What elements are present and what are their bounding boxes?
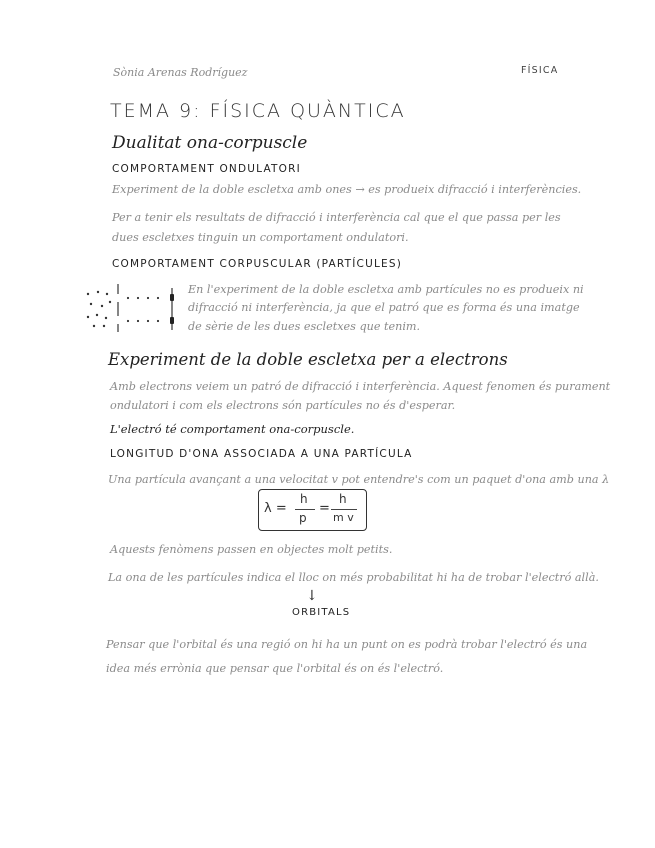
formula-mv-denominator: m v <box>333 511 354 524</box>
subheading-wave-behaviour: COMPORTAMENT ONDULATORI <box>112 163 301 175</box>
text-line: idea més errònia que pensar que l'orbital és on és l'electró. <box>106 662 444 675</box>
text-line: Experiment de la doble escletxa amb ones → es produeix difracció i interferències. <box>112 183 582 196</box>
text-line: En l'experiment de la doble escletxa amb partícules no es produeix ni <box>188 283 584 296</box>
text-line: Aquests fenòmens passen en objectes molt petits. <box>110 543 393 556</box>
orbitals-label: ORBITALS <box>292 607 351 618</box>
formula-equals: = <box>319 501 330 516</box>
formula-h-numerator-2: h <box>339 492 347 506</box>
down-arrow-icon: ↓ <box>306 588 318 604</box>
formula-p-denominator: p <box>299 511 307 525</box>
text-line: Una partícula avançant a una velocitat v pot entendre's com un paquet d'ona amb una λ <box>108 473 610 486</box>
subheading-particle-behaviour: COMPORTAMENT CORPUSCULAR (PARTÍCULES) <box>112 258 403 270</box>
page-title: TEMA 9: FÍSICA QUÀNTICA <box>110 100 406 122</box>
text-line: Pensar que l'orbital és una regió on hi ha un punt on es podrà trobar l'electró és una <box>106 638 588 651</box>
text-line: dues escletxes tinguin un comportament ondulatori. <box>112 231 409 244</box>
text-line: Per a tenir els resultats de difracció i interferència cal que el que passa per les <box>112 211 561 224</box>
author-name: Sònia Arenas Rodríguez <box>113 66 248 79</box>
conclusion-text: L'electró té comportament ona-corpuscle. <box>110 422 355 436</box>
text-line: ondulatori i com els electrons són partícules no és d'esperar. <box>110 399 456 412</box>
formula-lambda: λ = <box>264 501 287 516</box>
de-broglie-formula-box <box>258 489 367 531</box>
text-line: de sèrie de les dues escletxes que tenim. <box>188 320 421 333</box>
double-slit-particle-diagram-icon <box>82 282 182 332</box>
section-heading-electron-experiment: Experiment de la doble escletxa per a electrons <box>108 350 508 369</box>
formula-h-numerator: h <box>300 492 308 506</box>
text-line: Amb electrons veiem un patró de difracció i interferència. Aquest fenomen és purament <box>110 380 611 393</box>
subheading-wavelength: LONGITUD D'ONA ASSOCIADA A UNA PARTÍCULA <box>110 448 413 460</box>
text-line: difracció ni interferència, ja que el patró que es forma és una imatge <box>188 301 580 314</box>
text-line: La ona de les partícules indica el lloc on més probabilitat hi ha de trobar l'electró allà. <box>108 571 599 584</box>
section-heading-duality: Dualitat ona-corpuscle <box>112 133 308 153</box>
subject-label: FÍSICA <box>521 65 559 76</box>
